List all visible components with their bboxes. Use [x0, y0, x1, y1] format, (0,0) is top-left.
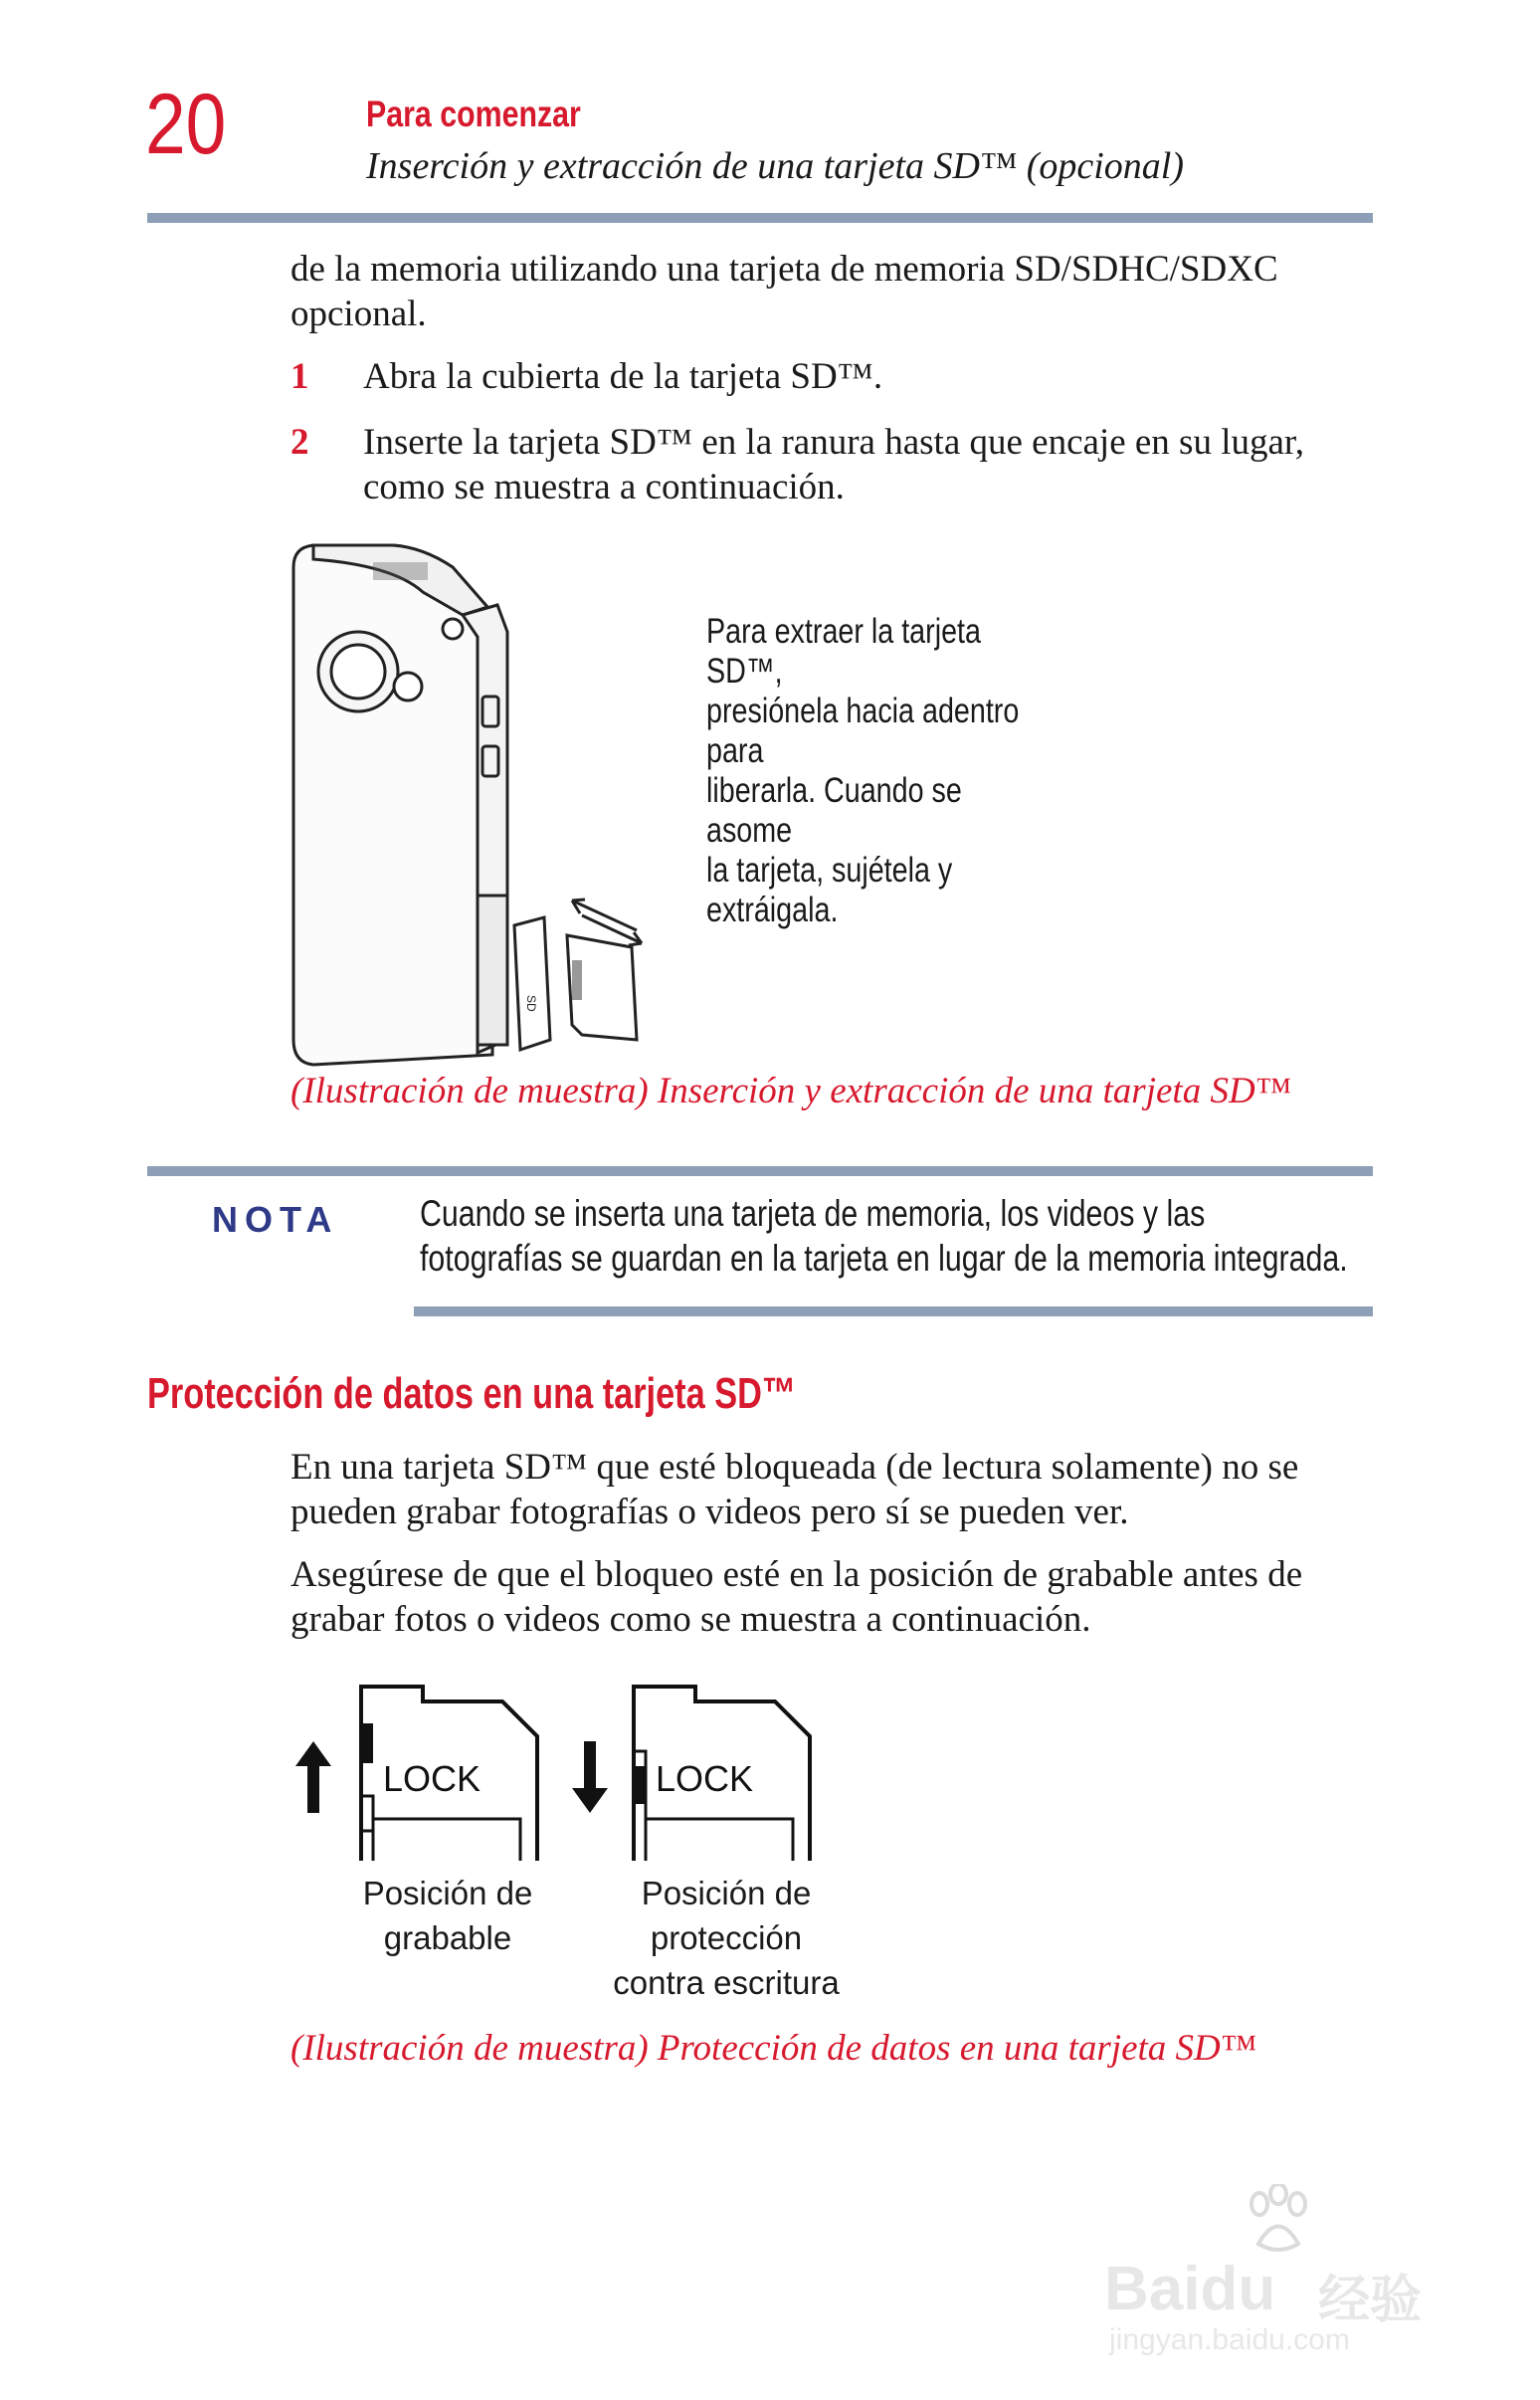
step-2-number: 2 [290, 422, 309, 463]
intro-paragraph: de la memoria utilizando una tarjeta de memoria SD/SDHC/SDXC opcional. [290, 249, 1278, 334]
lock-switch-up [361, 1723, 373, 1763]
note-text [420, 1191, 1399, 1281]
header-rule [147, 213, 1373, 223]
watermark [1104, 2184, 1522, 2363]
note-label: NOTA [212, 1199, 339, 1240]
arrow-up-icon [295, 1741, 331, 1813]
step-1-number: 1 [290, 356, 309, 397]
power-button-icon [443, 619, 463, 639]
callout-line-2: presiónela hacia adentro para [706, 692, 1020, 770]
callout-line-4: la tarjeta, sujétela y extráigala. [706, 851, 953, 929]
note-line-1: Cuando se inserta una tarjeta de memoria, los videos y las [420, 1193, 1206, 1234]
lock-switch-down [634, 1766, 646, 1804]
label-protected-line-1: Posición de [641, 1875, 812, 1911]
watermark-brand: Baidu [1104, 2255, 1276, 2323]
sd-slot [478, 896, 507, 1045]
paw-icon [1244, 2184, 1313, 2259]
section-paragraph-1: En una tarjeta SD™ que esté bloqueada (de lectura solamente) no se pueden grabar fotografías o videos pero sí se pueden ver. [290, 1447, 1299, 1532]
sd-card-label: SD [524, 995, 538, 1012]
note-top-rule [147, 1166, 1373, 1176]
watermark-url: jingyan.baidu.com [1109, 2323, 1350, 2356]
figure2-caption: (Ilustración de muestra) Protección de datos en una tarjeta SD™ [290, 2028, 1257, 2069]
section-title: Inserción y extracción de una tarjeta SD™ (opcional) [366, 145, 1185, 187]
figure1-caption: (Ilustración de muestra) Inserción y extracción de una tarjeta SD™ [290, 1071, 1291, 1111]
callout-text [706, 612, 1049, 930]
section-paragraph-2: Asegúrese de que el bloqueo esté en la posición de grabable antes de grabar fotos o videos como se muestra a continuación. [290, 1554, 1303, 1640]
sd-lock-illustration [284, 1682, 831, 1871]
lock-label-1: LOCK [383, 1758, 481, 1799]
label-writable [338, 1871, 557, 1960]
chapter-title: Para comenzar [366, 94, 581, 134]
step-1-text: Abra la cubierta de la tarjeta SD™. [363, 356, 883, 397]
lens-inner [331, 645, 385, 699]
note-bottom-rule [414, 1306, 1373, 1316]
label-protected [597, 1871, 856, 2005]
label-writable-line-1: Posición de [362, 1875, 533, 1911]
lens-flash [394, 673, 422, 700]
callout-line-3: liberarla. Cuando se asome [706, 771, 962, 850]
arrow-down-icon [572, 1741, 608, 1813]
watermark-cn: 经验 [1318, 2271, 1423, 2330]
camera-body [293, 545, 492, 1065]
section-heading: Protección de datos en una tarjeta SD™ [147, 1369, 797, 1418]
label-protected-line-2: protección [650, 1919, 803, 1956]
camera-sd-illustration [284, 537, 681, 1075]
lock-label-2: LOCK [656, 1758, 754, 1799]
label-protected-line-3: contra escritura [613, 1964, 840, 2001]
step-2-text: Inserte la tarjeta SD™ en la ranura hasta que encaje en su lugar, como se muestra a continuación. [363, 422, 1304, 507]
page-number: 20 [145, 77, 227, 172]
note-line-2: fotografías se guardan en la tarjeta en lugar de la memoria integrada. [420, 1238, 1348, 1279]
callout-line-1: Para extraer la tarjeta SD™, [706, 612, 981, 691]
label-writable-line-2: grabable [383, 1919, 512, 1956]
sd-cover [514, 917, 550, 1050]
